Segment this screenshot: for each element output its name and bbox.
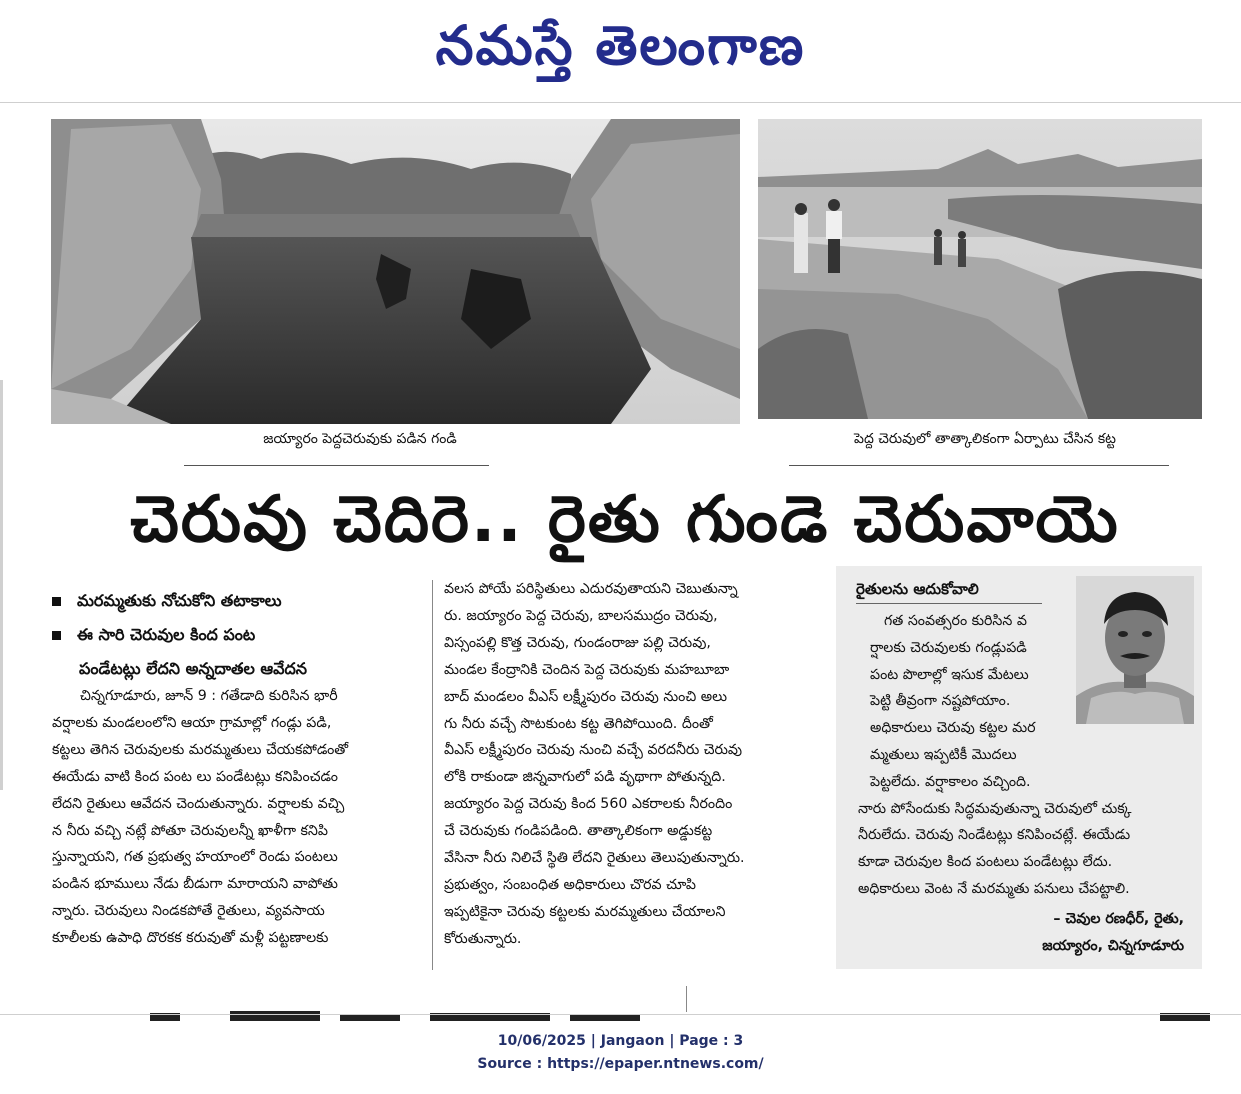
deck-bullets [52,584,432,686]
article-line: మండల కేంద్రానికి చెందిన పెద్ద చెరువుకు మహబూబా [444,661,730,678]
article-line: కూలీలకు ఉపాధి దొరకక కరువుతో మళ్లీ పట్టణాలకు [52,930,329,947]
article-line: ఇప్పటికైనా చెరువు కట్టలకు మరమ్మతులు చేయాలని [444,903,726,920]
masthead [0,0,1241,92]
photo-breached-tank [51,119,740,424]
article-line: విస్సంపల్లి కొత్త చెరువు, గుండంరాజు పల్లి చెరువు, [444,634,711,651]
quote-line: అధికారులు చెరువు కట్టల మర [870,720,1036,737]
quote-line: నీరులేదు. చెరువు నిండేటట్లు కనిపించట్లే. ఈయేడు [858,827,1131,844]
quote-line: అధికారులు వెంట నే మరమ్మతు పనులు చేపట్టాలి. [858,880,1130,897]
masthead-divider [0,102,1241,103]
article-line: ప్రభుత్వం, సంబంధిత అధికారులు చొరవ చూపి [444,876,697,893]
article-line: ఈయేడు వాటి కింద పంట లు పండేటట్లు కనిపించడం [52,768,338,785]
article-line: పండిన భూములు నేడు బీడుగా మారాయని వాపోతు [52,876,338,893]
quote-line: మ్మతులు ఇప్పటికీ మొదలు [870,746,1017,763]
quote-line: పెట్టి తీవ్రంగా నష్టపోయాం. [870,693,1011,710]
page-edge-mark [0,380,3,790]
column-divider [432,580,433,970]
article-line: జయ్యారం పెద్ద చెరువు కింద 560 ఎకరాలకు నీరందిం [444,796,733,813]
article-column-1 [52,683,422,952]
source-footer [0,1030,1241,1076]
quote-line: పెట్టలేదు. వర్షాకాలం వచ్చింది. [870,773,1031,790]
article-line: బాద్ మండలం వీఎస్ లక్ష్మీపురం చెరువు నుంచి అలు [444,688,728,705]
quote-line: పంట పొలాల్లో ఇసుక మేటలు [870,666,1029,683]
photo-temporary-bund [758,119,1202,419]
square-bullet-icon [52,597,61,606]
article-line: లేదని రైతులు ఆవేదన చెందుతున్నారు. వర్షాలకు వచ్చి [52,795,345,812]
quote-line: గత సంవత్సరం కురిసిన వ [884,613,1027,629]
article-line: న్నారు. చెరువులు నిండకపోతే రైతులు, వ్యవసాయ [52,903,325,920]
quote-attribution [1042,906,1184,960]
article-line: చిన్నగూడూరు, జూన్ 9 : గతేడాది కురిసిన భారీ [80,688,338,704]
attribution-name: – చెవుల రణధీర్, రైతు, [1053,911,1184,927]
article-column-2 [444,576,814,953]
article-line: వర్షాలకు మండలంలోని ఆయా గ్రామాల్లో గండ్లు పడి, [52,714,332,731]
article-line: లోకి రాకుండా జిన్నవాగులో పడి వృథాగా పోతున్నది. [444,769,726,786]
article-line: చే చెరువుకు గండిపడింది. తాత్కాలికంగా అడ్డుకట్ట [444,823,713,840]
article-line: వేసినా నీరు నిలిచే స్థితి లేదని రైతులు తెలుపుతున్నారు. [444,850,745,867]
article-line: స్తున్నాయని, గత ప్రభుత్వ హయాంలో రెండు పంటలు [52,849,338,866]
footer-divider [0,1014,1241,1015]
article-line: న నీరు వచ్చి నట్లే పోతూ చెరువులన్నీ ఖాళీగా కనిపి [52,822,328,839]
article-line: కోరుతున్నారు. [444,930,522,947]
farmer-quote-box [836,566,1202,969]
caption-rule-left [184,465,489,466]
newspaper-logo: నమస్తే తెలంగాణ [435,14,806,77]
article-line: రు. జయ్యారం పెద్ద చెరువు, బాలసముద్రం చెరువు, [444,607,718,624]
quote-line: నారు పోసేందుకు సిద్ధమవుతున్నా చెరువులో చుక్క [858,800,1132,817]
article-line: కట్టలు తెగిన చెరువులకు మరమ్మతులు చేయకపోడంతో [52,741,349,758]
article-line: వీఎస్ లక్ష్మీపురం చెరువు నుంచి వచ్చే వరదనీరు చెరువు [444,742,743,759]
bottom-column-divider [686,986,687,1012]
edition-info: 10/06/2025 | Jangaon | Page : 3 [497,1033,744,1049]
source-url[interactable]: Source : https://epaper.ntnews.com/ [477,1056,764,1072]
photo-caption-right: పెద్ద చెరువులో తాత్కాలికంగా ఏర్పాటు చేసిన కట్ట [854,431,1116,447]
photo-caption-left: జయ్యారం పెద్దచెరువుకు పడిన గండి [263,431,457,447]
article-line: గు నీరు వచ్చే సొటకుంట కట్ట తెగిపోయింది. దీంతో [444,715,713,732]
deck-bullet-2-continued: పండేటట్లు లేదని అన్నదాతల ఆవేదన [79,659,308,678]
article-line: వలస పోయే పరిస్థితులు ఎదురవుతాయని చెబుతున్నా [444,581,738,597]
quote-body [858,608,1188,903]
deck-bullet-2: ఈ సారి చెరువుల కింద పంట [52,618,432,652]
quote-line: ర్షాలకు చెరువులకు గండ్లుపడి [870,639,1027,656]
quote-box-title: రైతులను ఆదుకోవాలి [856,580,979,598]
quote-line: కూడా చెరువుల కింద పంటలు పండేటట్లు లేదు. [858,854,1113,871]
caption-rule-right [789,465,1169,466]
attribution-place: జయ్యారం, చిన్నగూడూరు [1042,938,1184,954]
deck-bullet-1: మరమ్మతుకు నోచుకోని తటాకాలు [52,584,432,618]
square-bullet-icon [52,631,61,640]
headline: చెరువు చెదిరె.. రైతు గుండె చెరువాయె [130,483,1120,557]
quote-title-rule [856,603,1042,604]
